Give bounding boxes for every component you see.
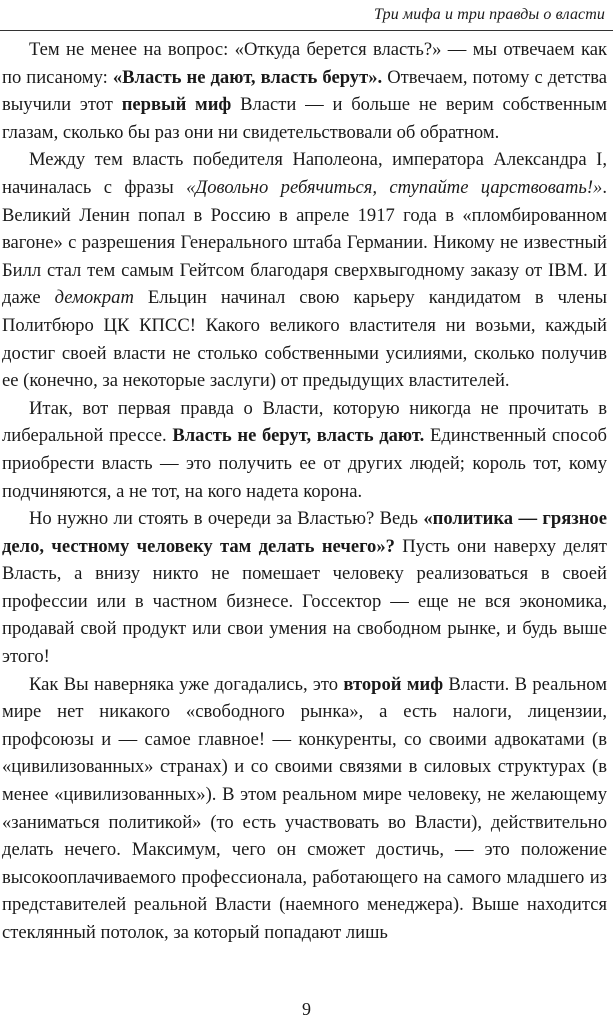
running-head: Три мифа и три правды о власти bbox=[374, 6, 605, 23]
page-number: 9 bbox=[302, 999, 311, 1019]
bold-text: первый миф bbox=[121, 94, 232, 116]
text-run: Итак, вот первая правда о Власти, которую никогда не прочитать в либеральной прессе. bbox=[2, 397, 607, 447]
bold-text: «Власть не дают, власть берут». bbox=[112, 66, 383, 88]
bold-text: «политика — грязное дело, честному человеку там делать нечего»? bbox=[2, 508, 607, 557]
text-run: Пусть они наверху делят Власть, а внизу никто не помешает человеку реализоваться в своей профессии или в частном бизнесе. Госсектор — еще не вся экономика, продавай свой продукт или свои умения на свободном рынке, и будь выше этого! bbox=[2, 535, 607, 668]
bold-text: Власть не берут, власть дают. bbox=[172, 425, 425, 447]
text-run: Тем не менее на вопрос: «Откуда берется власть?» — мы отвечаем как по писаному: bbox=[2, 39, 607, 88]
body-text bbox=[2, 36, 607, 947]
paragraph bbox=[2, 36, 607, 146]
paragraph bbox=[2, 505, 607, 671]
italic-text: демократ bbox=[54, 287, 134, 309]
text-run: Отвечаем, потому с детства выучили этот bbox=[2, 66, 607, 116]
paragraph bbox=[2, 671, 607, 947]
text-run: Но нужно ли стоять в очереди за Властью? Ведь bbox=[29, 508, 424, 530]
text-run: Власти — и больше не верим собственным глазам, сколько бы раз они ни свидетельствовали об обратном. bbox=[2, 94, 607, 143]
paragraph bbox=[2, 146, 607, 394]
text-run: . Великий Ленин попал в Россию в апреле 1917 года в «пломбированном вагоне» с разрешения Генерального штаба Германии. Никому не известный Билл стал тем самым Гейтсом благодаря сверхвыгодному заказу от IBM. И даже bbox=[2, 176, 608, 309]
paragraph bbox=[2, 395, 607, 505]
text-run: Единственный способ приобрести власть — это получить ее от других людей; король тот, кому подчиняются, а не тот, на кого надета корона. bbox=[2, 425, 607, 502]
text-run: Между тем власть победителя Наполеона, императора Александра I, начиналась с фразы bbox=[2, 149, 607, 198]
bold-text: второй миф bbox=[343, 673, 444, 695]
header-rule bbox=[0, 30, 613, 31]
text-run: Ельцин начинал свою карьеру кандидатом в члены Политбюро ЦК КПСС! Какого великого властителя ни возьми, каждый достиг своей власти не столько собственными усилиями, сколько получив ее (конечно, за некоторые заслуги) от предыдущих властителей. bbox=[2, 287, 608, 392]
text-run: Как Вы наверняка уже догадались, это bbox=[29, 673, 344, 695]
italic-text: «Довольно ребячиться, ступайте царствовать!» bbox=[186, 176, 603, 198]
text-run: Власти. В реальном мире нет никакого «свободного рынка», а есть налоги, лицензии, профсоюзы и — самое главное! — конкуренты, со своими адвокатами (в «цивилизованных» странах) и со своими связями в силовых структурах (в менее «цивилизованных»). В этом реальном мире человеку, не желающему «заниматься политикой» (то есть участвовать во Власти), действительно делать нечего. Максимум, чего он сможет достичь, — это положение высокооплачиваемого профессионала, работающего на самого младшего из представителей реальной Власти (наемного менеджера). Выше находится стеклянный потолок, за который попадают лишь bbox=[2, 673, 607, 943]
